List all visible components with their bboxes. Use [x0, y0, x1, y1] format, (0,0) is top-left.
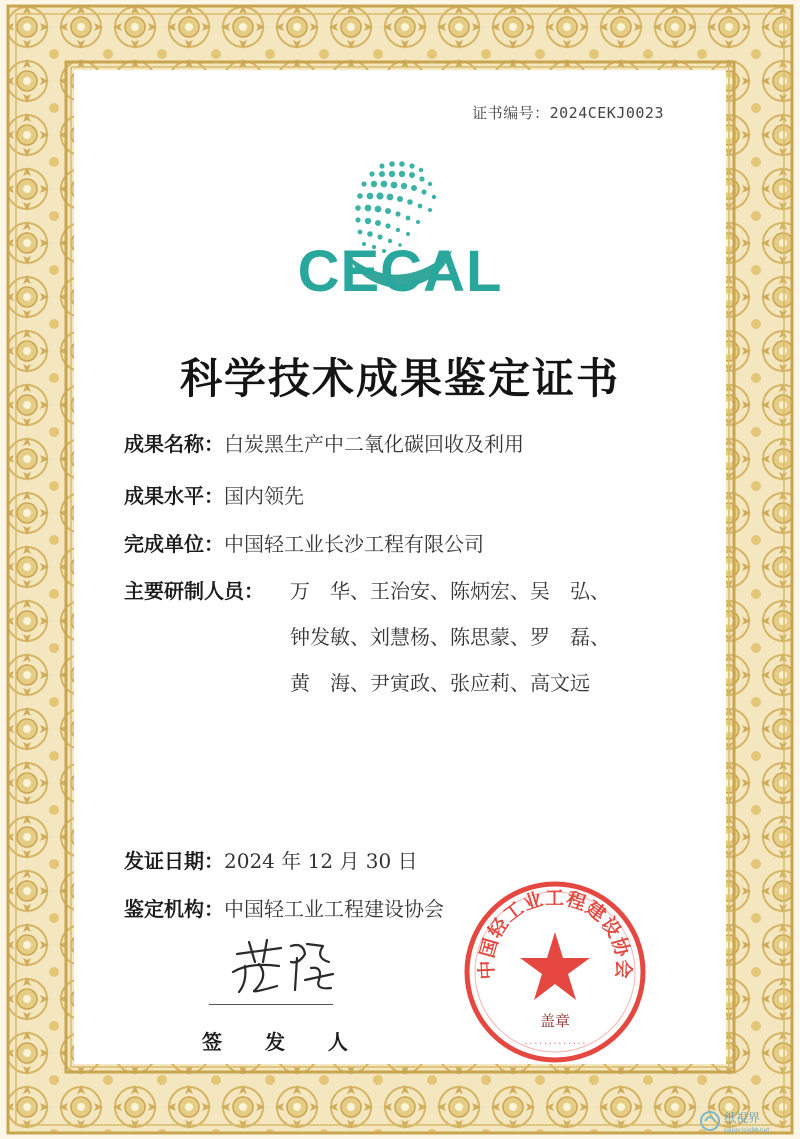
field-name-value: 白炭黑生产中二氧化碳回收及利用 — [224, 432, 524, 456]
seal-center-label: 盖章 — [539, 1012, 571, 1030]
certificate-number — [472, 102, 664, 123]
staff-list — [290, 575, 710, 713]
staff-line: 黄 海、尹寅政、张应莉、高文远 — [290, 671, 590, 695]
watermark-url: paperisight.net — [724, 1127, 770, 1134]
field-org-value: 中国轻工业工程建设协会 — [224, 897, 444, 921]
seal-text: 中国轻工业工程建设协会 — [475, 887, 635, 980]
field-staff — [124, 575, 264, 604]
field-level-value: 国内领先 — [224, 484, 304, 508]
field-date-value: 2024 年 12 月 30 日 — [224, 849, 418, 873]
field-level — [124, 480, 304, 509]
logo-text: CECAL — [297, 239, 503, 304]
official-seal-icon — [459, 876, 651, 1068]
field-date-label: 发证日期： — [124, 849, 224, 873]
certificate-title: 科学技术成果鉴定证书 — [179, 354, 620, 403]
staff-line: 万 华、王治安、陈炳宏、吴 弘、 — [290, 579, 610, 603]
certificate-body — [74, 70, 726, 1064]
field-unit-value: 中国轻工业长沙工程有限公司 — [224, 532, 484, 556]
field-name — [124, 428, 524, 457]
staff-line: 钟发敏、刘慧杨、陈思蒙、罗 磊、 — [290, 625, 610, 649]
field-org-label: 鉴定机构： — [124, 897, 224, 921]
watermark-logo-icon — [698, 1107, 794, 1135]
certificate-number-label: 证书编号： — [472, 104, 550, 122]
signature-icon — [219, 932, 349, 1002]
field-level-label: 成果水平： — [124, 484, 224, 508]
field-unit — [124, 528, 484, 557]
field-staff-label: 主要研制人员： — [124, 579, 264, 603]
watermark-text: 纸視界 — [724, 1111, 761, 1125]
svg-text:·············: ············· — [523, 1039, 587, 1048]
signature-line — [209, 1004, 333, 1005]
signer-label: 签 发 人 — [202, 1030, 366, 1054]
certificate-number-value: 2024CEKJ0023 — [549, 104, 664, 122]
field-date — [124, 845, 418, 874]
field-unit-label: 完成单位： — [124, 532, 224, 556]
field-name-label: 成果名称： — [124, 432, 224, 456]
field-org — [124, 893, 444, 922]
